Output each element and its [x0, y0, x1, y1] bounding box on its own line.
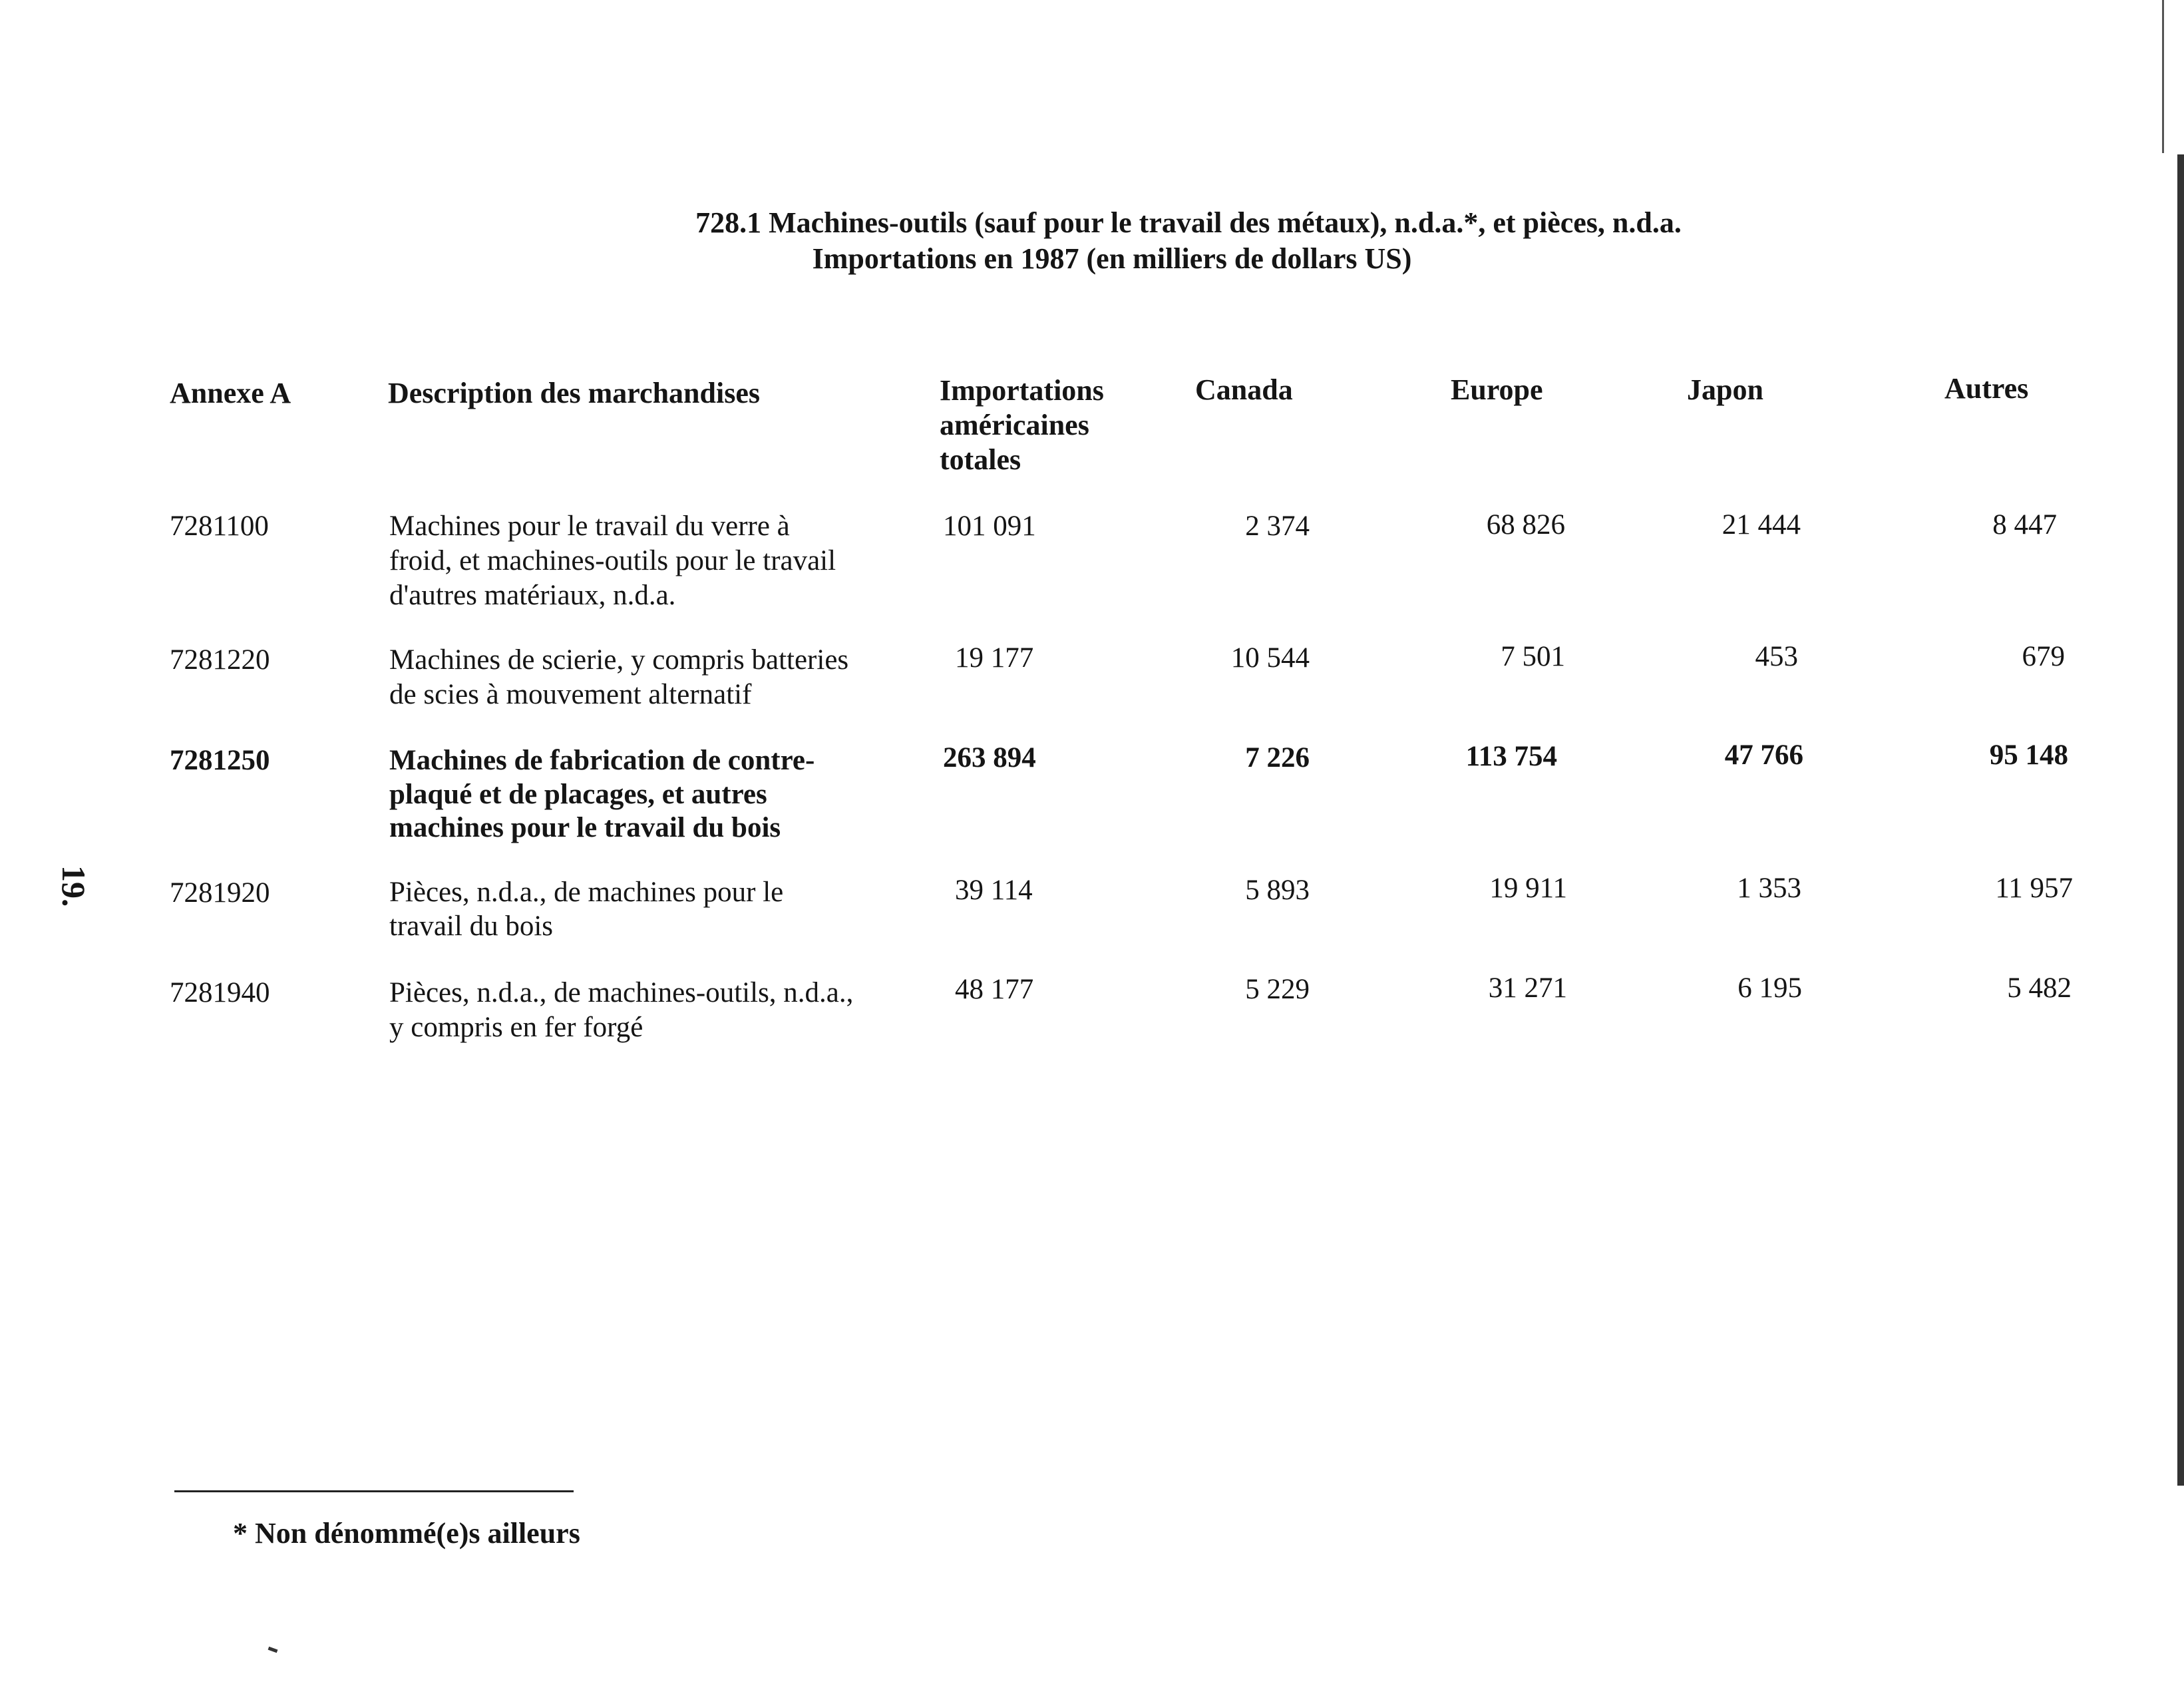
row-japon: 47 766: [1724, 739, 1803, 771]
footnote-rule: [174, 1490, 574, 1492]
row-canada: 10 544: [1230, 642, 1310, 674]
row-japon: 6 195: [1737, 972, 1802, 1004]
header-description: Description des marchandises: [388, 377, 760, 409]
row-total: 101 091: [943, 511, 1036, 542]
row-canada: 2 374: [1245, 511, 1310, 542]
header-total-line2: américaines: [940, 409, 1089, 441]
header-europe: Europe: [1451, 373, 1543, 406]
row-europe: 7 501: [1501, 641, 1565, 672]
row-desc-line: travail du bois: [389, 911, 554, 942]
row-japon: 1 353: [1737, 873, 1801, 904]
row-desc-line: de scies à mouvement alternatif: [389, 679, 752, 710]
row-code: 7281940: [170, 977, 270, 1008]
row-desc-line: Pièces, n.d.a., de machines pour le: [389, 877, 784, 908]
row-total: 19 177: [955, 642, 1034, 674]
row-europe: 68 826: [1486, 509, 1565, 540]
row-desc-line: Machines de scierie, y compris batteries: [389, 644, 849, 676]
row-autres: 5 482: [2007, 972, 2072, 1004]
page-number: 19.: [55, 865, 92, 907]
row-code: 7281220: [170, 644, 270, 676]
row-desc-line: froid, et machines-outils pour le travail: [389, 545, 836, 576]
header-autres: Autres: [1944, 372, 2029, 405]
row-canada: 7 226: [1245, 742, 1310, 773]
scan-edge: [2177, 154, 2184, 1486]
row-canada: 5 229: [1245, 974, 1310, 1005]
row-autres: 11 957: [1995, 873, 2073, 904]
row-code: 7281250: [170, 745, 270, 776]
row-code: 7281100: [170, 511, 269, 542]
table-subtitle: Importations en 1987 (en milliers de dollars US): [812, 242, 1412, 275]
header-total-line1: Importations: [940, 374, 1104, 407]
row-japon: 21 444: [1722, 509, 1801, 540]
header-canada: Canada: [1195, 373, 1293, 406]
row-desc-line: d'autres matériaux, n.d.a.: [389, 580, 676, 611]
row-europe: 113 754: [1465, 741, 1557, 772]
header-total-line3: totales: [940, 443, 1021, 476]
row-desc-line: plaqué et de placages, et autres: [389, 779, 767, 810]
table-title: 728.1 Machines-outils (sauf pour le travail des métaux), n.d.a.*, et pièces, n.d.a.: [695, 206, 1682, 239]
header-japon: Japon: [1687, 373, 1763, 406]
row-desc-line: machines pour le travail du bois: [389, 812, 781, 843]
row-europe: 31 271: [1488, 972, 1567, 1004]
footnote: * Non dénommé(e)s ailleurs: [233, 1517, 580, 1550]
row-total: 48 177: [955, 974, 1034, 1005]
row-desc-line: Machines pour le travail du verre à: [389, 511, 790, 542]
scan-edge-top: [2162, 0, 2164, 153]
row-desc-line: y compris en fer forgé: [389, 1012, 643, 1043]
row-desc-line: Machines de fabrication de contre-: [389, 745, 815, 776]
row-autres: 8 447: [1992, 509, 2057, 540]
row-canada: 5 893: [1245, 875, 1310, 906]
row-total: 39 114: [955, 875, 1033, 906]
row-autres: 95 148: [1989, 739, 2068, 771]
row-total: 263 894: [943, 742, 1036, 773]
header-annex: Annexe A: [170, 377, 291, 409]
row-desc-line: Pièces, n.d.a., de machines-outils, n.d.a.,: [389, 977, 854, 1008]
row-code: 7281920: [170, 877, 270, 909]
row-autres: 679: [2022, 641, 2065, 672]
row-japon: 453: [1755, 641, 1798, 672]
scan-mark: [268, 1647, 278, 1653]
row-europe: 19 911: [1489, 873, 1567, 904]
